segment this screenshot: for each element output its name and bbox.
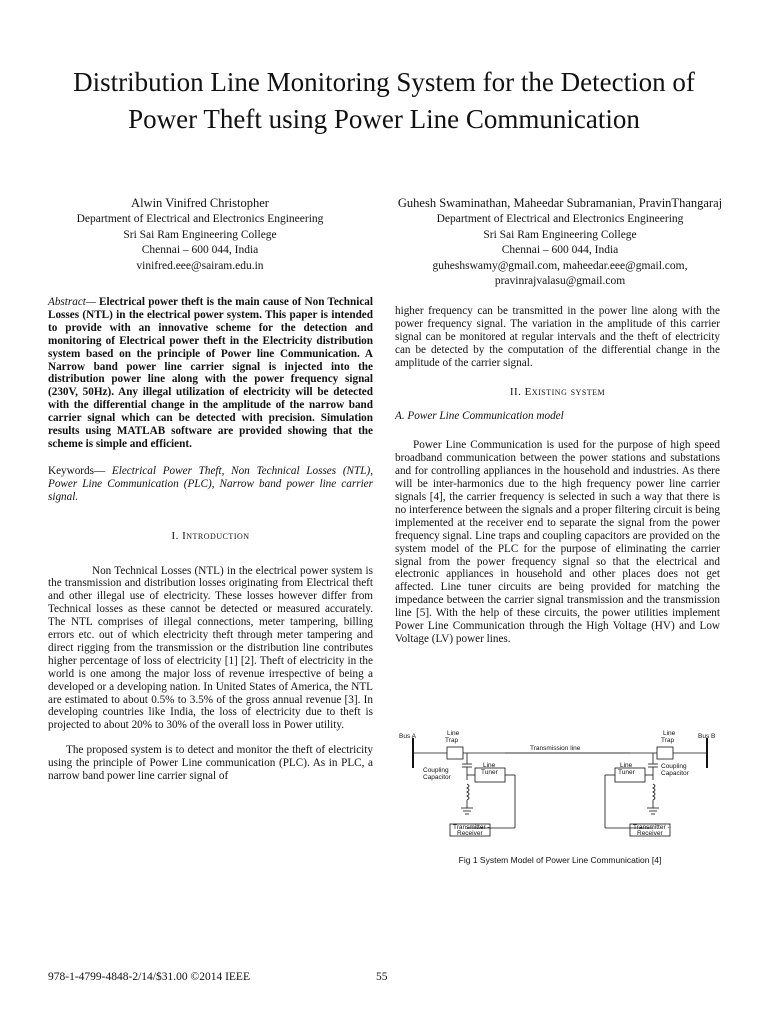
page-number: 55 bbox=[376, 971, 388, 983]
intro-paragraph-2: The proposed system is to detect and monitor the theft of electricity using the principle of Power Line communication (PLC). As in PLC, a narrow band power line carrier signal of bbox=[48, 744, 373, 783]
author-address: Chennai – 600 044, India bbox=[501, 244, 619, 256]
line-trap-label-left: Trap bbox=[445, 737, 459, 744]
plc-system-diagram bbox=[395, 728, 725, 848]
author-block-2 bbox=[395, 195, 725, 290]
abstract-lead: Abstract— bbox=[48, 296, 96, 308]
transmission-line-label: Transmission line bbox=[530, 745, 581, 752]
left-column bbox=[48, 296, 373, 783]
transmitter-receiver-label-right: Receiver bbox=[637, 830, 663, 837]
right-column bbox=[395, 305, 720, 646]
coupling-capacitor-label-right: Coupling bbox=[661, 763, 687, 770]
author-name: Alwin Vinifred Christopher bbox=[131, 196, 269, 210]
line-trap-label-right: Trap bbox=[661, 737, 675, 744]
author-email: vinifred.eee@sairam.edu.in bbox=[136, 259, 264, 272]
line-tuner-label-right: Tuner bbox=[618, 769, 635, 776]
keywords-lead: Keywords— bbox=[48, 464, 112, 477]
author-name: Guhesh Swaminathan, Maheedar Subramanian, PravinThangaraj bbox=[397, 196, 723, 210]
author-affiliation: Department of Electrical and Electronics Engineering bbox=[76, 213, 324, 225]
transmitter-receiver-label-right: Transmitter - bbox=[633, 824, 670, 831]
transmitter-receiver-label-left: Transmitter - bbox=[453, 824, 490, 831]
section-heading-existing-system: II. Existing system bbox=[509, 385, 606, 398]
paper-title: Distribution Line Monitoring System for the Detection of Power Theft using Power Line Communication bbox=[73, 67, 695, 134]
line-tuner-label-right: Line bbox=[620, 762, 633, 769]
author-affiliation: Department of Electrical and Electronics Engineering bbox=[436, 213, 684, 225]
keywords bbox=[48, 465, 373, 504]
line-trap-label-right: Line bbox=[663, 730, 676, 737]
keywords-text: Electrical Power Theft, Non Technical Losses (NTL), Power Line Communication (PLC), Narrow band power line carrier signal. bbox=[48, 464, 373, 503]
plc-paragraph-1: Power Line Communication is used for the purpose of high speed broadband communication between the power stations and substations and for controlling appliances in the household and industries. As there will be inter-harmonics due to the high frequency power line carrier signals [4], the carrier frequency is selected in such a way that there is no interference between the signals and a proper filtering circuit is being implemented at the receiver end to separate the signal from the power frequency signal. Line traps and coupling capacitors are provided on the system model of the PLC for the purpose of eliminating the carrier signal from the power frequency signal so that the electrical and electronic appliances in household and other places does not get affected. Line tuner circuits are being provided for matching the impedance between the carrier signal transmission and the transmission line [5]. With the help of these circuits, the power utilities implement Power Line Communication through the High Voltage (HV) and Low Voltage (LV) power lines. bbox=[395, 439, 720, 645]
footer-isbn: 978-1-4799-4848-2/14/$31.00 ©2014 IEEE bbox=[48, 971, 250, 983]
author-affiliation: Sri Sai Ram Engineering College bbox=[123, 228, 277, 241]
bus-a-label: Bus A bbox=[399, 733, 416, 740]
line-trap-label-left: Line bbox=[447, 730, 460, 737]
author-address: Chennai – 600 044, India bbox=[141, 244, 259, 256]
abstract bbox=[48, 296, 373, 451]
coupling-capacitor-label-left: Capacitor bbox=[423, 774, 451, 781]
right-paragraph-1: higher frequency can be transmitted in the power line along with the power frequency signal. The variation in the amplitude of this carrier signal can be monitored at regular intervals and the theft of electricity can be detected by the computation of the differential change in the amplitude of the carrier signal. bbox=[395, 305, 720, 369]
author-affiliation: Sri Sai Ram Engineering College bbox=[483, 228, 637, 241]
author-block-1 bbox=[50, 195, 350, 274]
intro-paragraph-1: Non Technical Losses (NTL) in the electrical power system is the transmission and distribution losses originating from Electrical theft and other illegal use of electricity. These losses however differ from Technical losses as these cannot be detected or measured accurately. The NTL comprises of illegal connections, meter tampering, billing errors etc. out of which electricity theft through meter tampering and direct rigging from the transmission or the distribution line contributes higher percentage of loss of electricity [1] [2]. Theft of electricity in the world is one among the major loss of revenue irrespective of being a developed or a developing nation. In United States of America, the NTL are estimated to about 0.5% to 3.5% of the gross annual revenue [3]. In developing countries like India, the loss of electricity due to theft is projected to about 20% to 30% of the overall loss in Power utility. bbox=[48, 564, 373, 732]
bus-b-label: Bus B bbox=[698, 733, 716, 740]
coupling-capacitor-label-right: Capacitor bbox=[661, 770, 689, 777]
line-tuner-label-left: Line bbox=[483, 762, 496, 769]
coupling-capacitor-label-left: Coupling bbox=[423, 767, 449, 774]
subsection-heading-plc: A. Power Line Communication model bbox=[395, 410, 564, 423]
abstract-text: Electrical power theft is the main cause of Non Technical Losses (NTL) in the electrical power system. This paper is intended to provide with an innovative scheme for the detection and monitoring of Electrical power theft in the Electricity distribution system based on the principle of Power line Communication. A Narrow band power line carrier signal is injected into the distribution power line along with the power frequency signal (230V, 50Hz). Any illegal utilization of electricity will be detected with the differential change in the amplitude of the narrow band carrier signal which can be detected with precision. Simulation results using MATLAB software are provided showing that the scheme is simple and efficient. bbox=[48, 296, 373, 450]
transmitter-receiver-label-left: Receiver bbox=[457, 830, 483, 837]
figure-caption: Fig 1 System Model of Power Line Communication [4] bbox=[458, 855, 662, 865]
author-email: guheshswamy@gmail.com, maheedar.eee@gmail.com, pravinrajvalasu@gmail.com bbox=[432, 259, 688, 287]
line-tuner-label-left: Tuner bbox=[481, 769, 498, 776]
section-heading-introduction: I. Introduction bbox=[171, 529, 250, 542]
